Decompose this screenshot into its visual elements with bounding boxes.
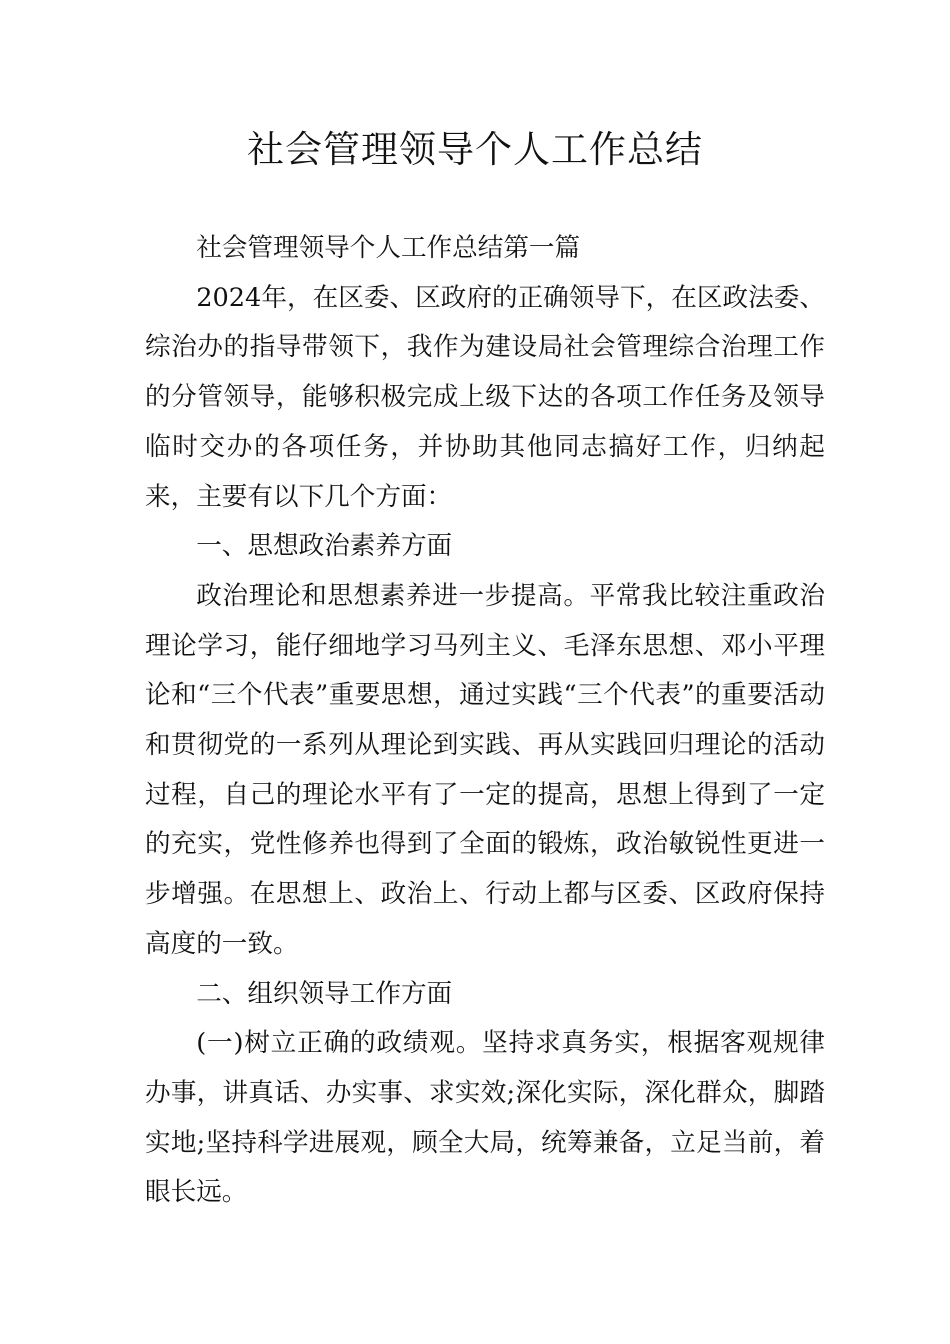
paragraph-organization-1: (一)树立正确的政绩观。坚持求真务实，根据客观规律办事，讲真话、办实事、求实效;深化实际，深化群众，脚踏实地;坚持科学进展观，顾全大局，统筹兼备，立足当前，着眼长远。 [145, 1028, 825, 1208]
section-heading-organization: 二、组织领导工作方面 [196, 978, 453, 1009]
section-heading-ideology: 一、思想政治素养方面 [196, 531, 453, 562]
paragraph-ideology: 政治理论和思想素养进一步提高。平常我比较注重政治理论学习，能仔细地学习马列主义、毛泽东思想、邓小平理论和“三个代表”重要思想，通过实践“三个代表”的重要活动和贯彻党的一系列从理论到实践、再从实践回归理论的活动过程，自己的理论水平有了一定的提高，思想上得到了一定的充实，党性修养也得到了全面的锻炼，政治敏锐性更进一步增强。在思想上、政治上、行动上都与区委、区政府保持高度的一致。 [145, 580, 825, 959]
section-heading-first: 社会管理领导个人工作总结第一篇 [196, 233, 581, 263]
paragraph-intro: 2024年，在区委、区政府的正确领导下，在区政法委、综治办的指导带领下，我作为建设局社会管理综合治理工作的分管领导，能够积极完成上级下达的各项工作任务及领导临时交办的各项任务，并协助其他同志搞好工作，归纳起来，主要有以下几个方面： [145, 282, 825, 512]
document-title: 社会管理领导个人工作总结 [247, 128, 703, 171]
document-body [145, 224, 825, 1218]
